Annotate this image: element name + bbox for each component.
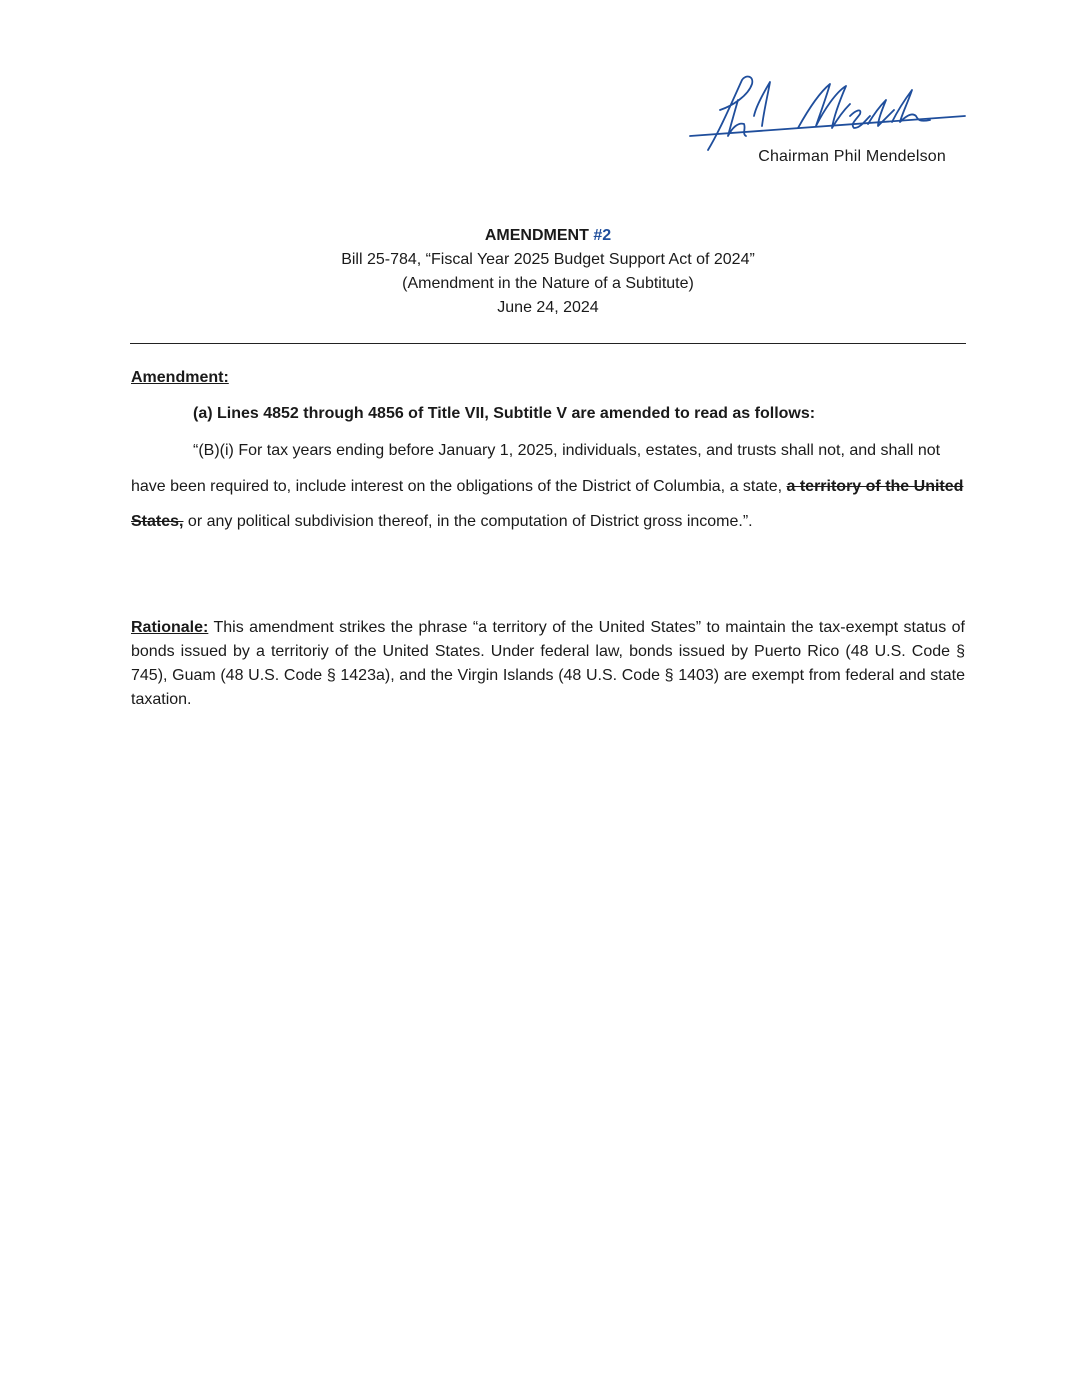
- signature-block: [680, 70, 970, 180]
- document-date: June 24, 2024: [497, 299, 599, 316]
- amendment-number: #2: [593, 227, 612, 244]
- signatory-name: Chairman Phil Mendelson: [758, 148, 946, 165]
- handwritten-signature: [680, 70, 970, 155]
- amendment-heading: [130, 224, 966, 248]
- amended-text-before: “(B)(i) For tax years ending before January 1, 2025, individuals, estates, and trusts shall not, and shall not have been required to, include interest on the obligations of the District of Columbia, a state,: [131, 442, 941, 495]
- document-header: [130, 224, 966, 320]
- amendment-instruction: (a) Lines 4852 through 4856 of Title VII, Subtitle V are amended to read as follows:: [193, 405, 816, 422]
- amendment-title: AMENDMENT: [484, 227, 589, 244]
- struck-text: a territory of the United States,: [131, 477, 964, 530]
- nature-line: (Amendment in the Nature of a Subtitute): [402, 275, 694, 292]
- header-divider: [130, 343, 966, 344]
- amended-text-after: or any political subdivision thereof, in the computation of District gross income.”.: [183, 513, 753, 530]
- rationale-paragraph: [131, 616, 965, 712]
- amended-text: [131, 433, 965, 540]
- rationale-text: This amendment strikes the phrase “a territory of the United States” to maintain the tax-exempt status of bonds issued by a territoriy of the United States. Under federal law, bonds issued by Puerto Rico (48 U.S. Code § 745), Guam (48 U.S. Code § 1423a), and the Virgin Islands (48 U.S. Code § 1403) are exempt from federal and state taxation.: [131, 619, 965, 708]
- bill-line: Bill 25-784, “Fiscal Year 2025 Budget Support Act of 2024”: [341, 251, 755, 268]
- rationale-label: Rationale:: [131, 619, 209, 636]
- amendment-label: Amendment:: [131, 369, 229, 386]
